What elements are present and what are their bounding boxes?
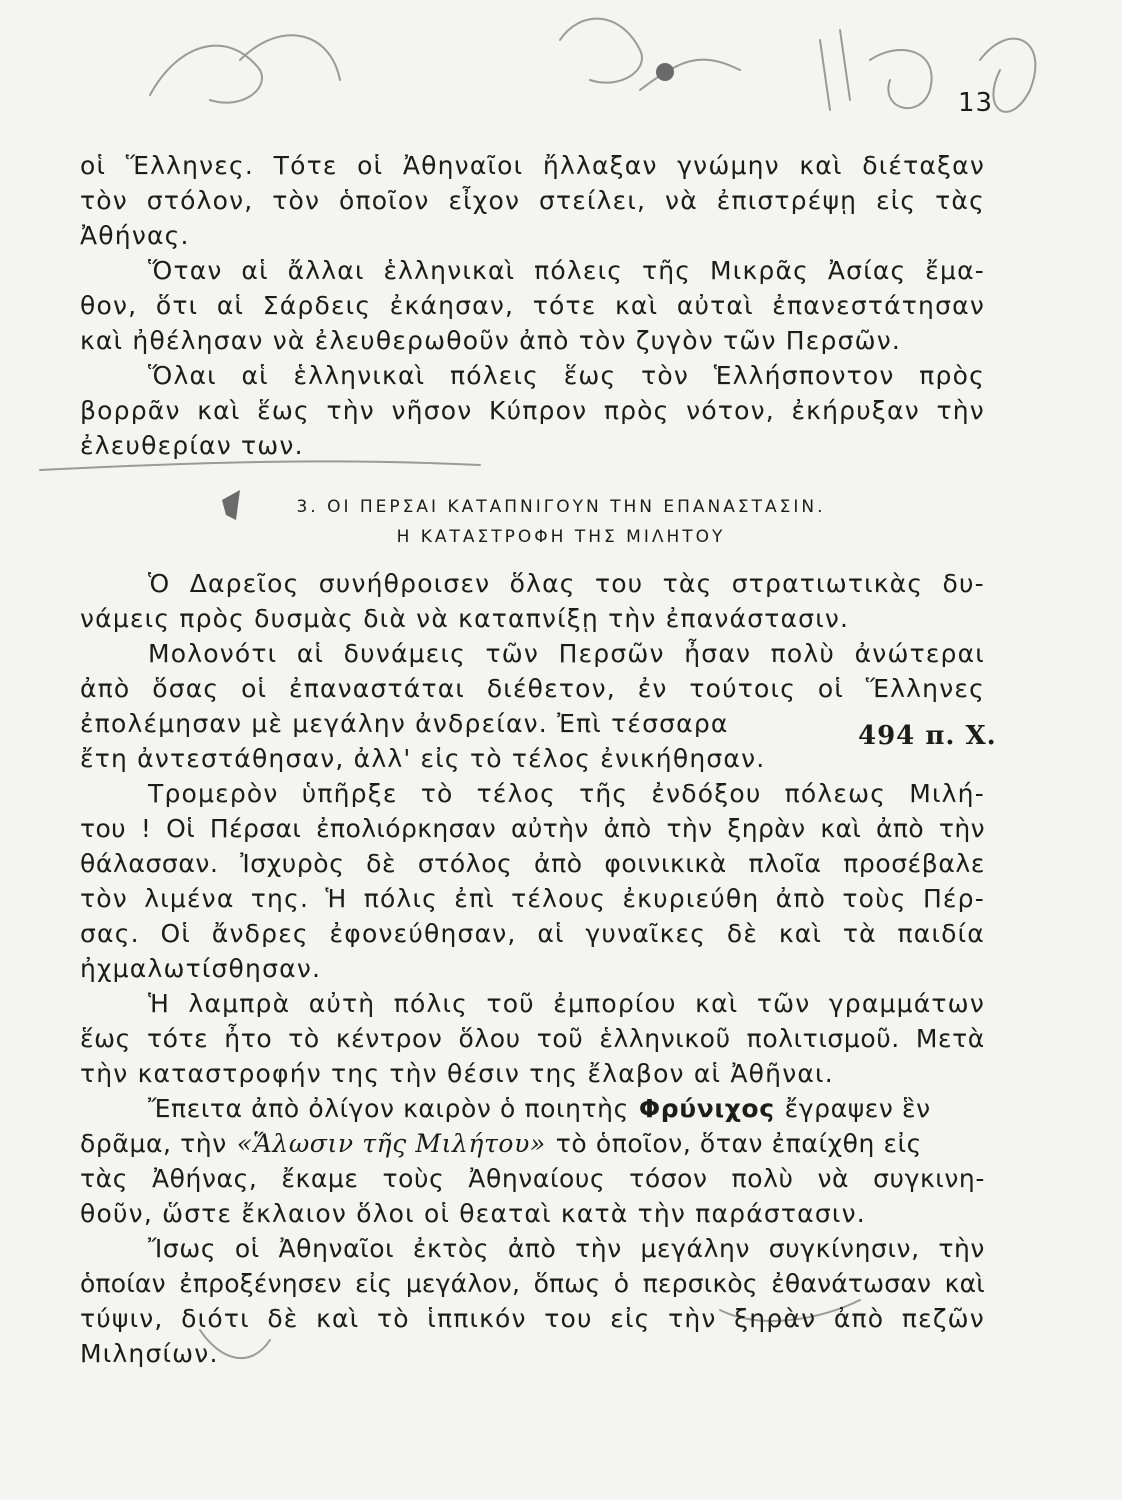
text-line: [80, 1021, 985, 1056]
word: ἑλληνικαὶ: [383, 256, 516, 285]
word: εἰς: [876, 186, 917, 215]
word: τὸ: [420, 779, 454, 808]
word: νὰ: [665, 186, 698, 215]
word: σας.: [80, 919, 140, 948]
word: καὶ: [799, 151, 843, 180]
text-fragment: Ἔπειτα ἀπὸ ὀλίγον καιρὸν ὁ ποιητὴς: [148, 1094, 629, 1123]
text-line: ἐλευθερίαν των.: [80, 431, 304, 460]
word: Ἡ: [148, 989, 171, 1018]
word: ἐκήρυξαν: [791, 396, 920, 425]
text-line: [80, 288, 985, 323]
word: διότι: [181, 1304, 250, 1333]
word: Περσῶν: [558, 639, 665, 668]
word: ἀνώτεραι: [854, 639, 985, 668]
text-line: θοῦν, ὥστε ἔκλαιον ὅλοι οἱ θεαταὶ κατὰ τὴν παράστασιν.: [80, 1199, 866, 1228]
word: μεγάλην: [640, 1234, 751, 1263]
word: Μολονότι: [148, 639, 278, 668]
word: πρὸς: [919, 361, 985, 390]
word: πλοῖα: [748, 849, 822, 878]
word: αὐταὶ: [676, 291, 754, 320]
word: τῶν: [485, 639, 540, 668]
word: δυ-: [942, 569, 985, 598]
word: τούτοις: [689, 674, 797, 703]
word: ἀπὸ: [775, 884, 827, 913]
word: τῆς: [579, 779, 629, 808]
word: Πέρσαι: [209, 814, 302, 843]
word: τὴν: [938, 1234, 985, 1263]
scribble-mark: [870, 50, 932, 108]
word: Σάρδεις: [262, 291, 372, 320]
word: τοὺς: [382, 1164, 445, 1193]
text-line: [80, 776, 985, 811]
margin-date-note: 494 π. Χ.: [858, 721, 997, 751]
word: ὁποίαν: [80, 1269, 166, 1298]
word: θάλασσαν.: [80, 849, 219, 878]
text-line: ἠχμαλωτίσθησαν.: [80, 954, 322, 983]
word: Ἀθήνας,: [151, 1164, 258, 1193]
text-line: [80, 183, 985, 218]
word: στόλον,: [146, 186, 254, 215]
word: καὶ: [778, 919, 823, 948]
word: καὶ: [695, 989, 739, 1018]
word: ἀπὸ: [876, 814, 925, 843]
word: τὴν: [575, 1234, 622, 1263]
word: αὐτὴν: [510, 814, 589, 843]
word: στρατιωτικὰς: [731, 569, 924, 598]
text-line: [80, 1091, 985, 1126]
text-line: νάμεις πρὸς δυσμὰς διὰ νὰ καταπνίξῃ τὴν ἐπανάστασιν.: [80, 604, 850, 633]
word: φοινικικὰ: [604, 849, 727, 878]
poet-name: Φρύνιχος: [638, 1094, 775, 1123]
section-heading: 3. ΟΙ ΠΕΡΣΑΙ ΚΑΤΑΠΝΙΓΟΥΝ ΤΗΝ ΕΠΑΝΑΣΤΑΣΙΝ.: [296, 497, 826, 517]
word: οἱ: [357, 151, 384, 180]
word: !: [140, 814, 152, 843]
word: ἐπολιόρκησαν: [316, 814, 497, 843]
word: ἄνδρες: [211, 919, 309, 948]
word: ἐνδόξου: [651, 779, 762, 808]
word: ὅτι: [155, 291, 199, 320]
text-line: ἐπολέμησαν μὲ μεγάλην ἀνδρείαν. Ἐπὶ τέσσαρα: [80, 709, 729, 738]
section-1-text: [80, 148, 985, 463]
word: ξηρὰν: [727, 814, 806, 843]
word: εἰς: [355, 1269, 393, 1298]
word: τοῦ: [486, 989, 535, 1018]
word: ἕως: [257, 396, 310, 425]
word: Πέρ-: [922, 884, 985, 913]
word: τοῦ: [536, 1024, 584, 1053]
word: τὴν: [936, 396, 985, 425]
text-fragment: τὸ ὁποῖον, ὅταν ἐπαίχθη εἰς: [555, 1129, 922, 1158]
word: πόλεως: [784, 779, 887, 808]
page-number: 13: [958, 88, 994, 118]
scribble-mark: [240, 35, 340, 80]
text-line: τὴν καταστροφήν της τὴν θέσιν της ἔλαβον αἱ Ἀθῆναι.: [80, 1059, 834, 1088]
word: συγκινη-: [873, 1164, 985, 1193]
word: διέταξαν: [862, 151, 985, 180]
word: ἐκάησαν,: [389, 291, 515, 320]
word: καὶ: [316, 1304, 360, 1333]
word: Ἀθηναίους: [468, 1164, 606, 1193]
word: ἕως: [80, 1024, 131, 1053]
word: νῆσον: [391, 396, 473, 425]
text-line: [80, 881, 985, 916]
word: πολιτισμοῦ.: [746, 1024, 900, 1053]
word: πολὺ: [770, 639, 836, 668]
text-line: καὶ ἠθέλησαν νὰ ἐλευθερωθοῦν ἀπὸ τὸν ζυγὸν τῶν Περσῶν.: [80, 326, 902, 355]
word: λιμένα: [144, 884, 235, 913]
word: τὴν: [326, 396, 375, 425]
word: αἱ: [537, 919, 565, 948]
text-line: [80, 1126, 985, 1161]
word: δὲ: [267, 1304, 299, 1333]
word: Κύπρον: [489, 396, 588, 425]
word: αὐτὴ: [308, 989, 376, 1018]
word: πεζῶν: [901, 1304, 985, 1333]
text-line: [80, 1231, 985, 1266]
text-line: [80, 1301, 985, 1336]
word: ἑλληνικαὶ: [293, 361, 426, 390]
word: ἐπὶ: [454, 884, 495, 913]
word: μεγάλον,: [405, 1269, 521, 1298]
word: συνήθροισεν: [318, 569, 491, 598]
word: Ἀθηναῖοι: [278, 1234, 395, 1263]
word: οἱ: [234, 1234, 260, 1263]
word: ἕως: [563, 361, 617, 390]
word: καὶ: [197, 396, 241, 425]
word: αἱ: [296, 639, 325, 668]
word: εἰς: [610, 1304, 651, 1333]
word: τέλους: [511, 884, 607, 913]
text-line: [80, 1266, 985, 1301]
word: τὴν: [666, 814, 713, 843]
word: τῆς: [642, 256, 692, 285]
word: Ἕλληνες: [865, 674, 985, 703]
word: ἀπὸ: [507, 1234, 557, 1263]
text-line: [80, 393, 985, 428]
word: συγκίνησιν,: [768, 1234, 920, 1263]
word: ὑπῆρξε: [301, 779, 398, 808]
word: της.: [250, 884, 310, 913]
word: ὅπως: [533, 1269, 601, 1298]
word: ἦσαν: [684, 639, 752, 668]
word: του: [544, 1304, 593, 1333]
word: ἐκυριεύθη: [622, 884, 760, 913]
text-line: ἔτη ἀντεστάθησαν, ἀλλ' εἰς τὸ τέλος ἐνικήθησαν.: [80, 744, 766, 773]
word: ἐθανάτωσαν: [771, 1269, 932, 1298]
word: τότε: [532, 291, 597, 320]
text-line: [80, 811, 985, 846]
word: κέντρον: [335, 1024, 443, 1053]
text-line: [80, 1161, 985, 1196]
word: τὴν: [668, 1304, 717, 1333]
scribble-mark: [150, 46, 262, 103]
word: Ἑλλήσποντον: [713, 361, 895, 390]
word: Ἴσως: [148, 1234, 217, 1263]
word: Τρομερὸν: [148, 779, 279, 808]
text-line: [80, 986, 985, 1021]
word: νότον,: [686, 396, 775, 425]
word: τὸν: [272, 186, 321, 215]
word: νὰ: [817, 1164, 850, 1193]
word: Μικρᾶς: [710, 256, 810, 285]
word: δὲ: [726, 919, 759, 948]
word: ἦτο: [224, 1024, 273, 1053]
word: Μετὰ: [915, 1024, 985, 1053]
word: βορρᾶν: [80, 396, 181, 425]
word: παιδία: [897, 919, 985, 948]
word: στόλος: [417, 849, 513, 878]
word: ὅσας: [152, 674, 220, 703]
text-fragment: δρᾶμα, τὴν: [80, 1129, 227, 1158]
word: τὸν: [80, 186, 128, 215]
word: Μιλή-: [909, 779, 985, 808]
word: ἀπὸ: [833, 1304, 885, 1333]
text-line: [80, 916, 985, 951]
word: τὰς: [935, 186, 985, 215]
word: Οἱ: [160, 919, 192, 948]
text-line: [80, 253, 985, 288]
text-line: Μιλησίων.: [80, 1339, 219, 1368]
word: τὸ: [288, 1024, 320, 1053]
word: ἑλληνικοῦ: [599, 1024, 731, 1053]
word: τὰ: [842, 919, 877, 948]
word: περσικὸς: [642, 1269, 758, 1298]
word: ἱππικόν: [427, 1304, 527, 1333]
word: ἐμπορίου: [553, 989, 677, 1018]
word: Ὅταν: [148, 256, 223, 285]
word: οἱ: [241, 674, 268, 703]
text-line: [80, 566, 985, 601]
scribble-mark: [820, 30, 850, 110]
word: τῶν: [756, 989, 811, 1018]
word: ἀπὸ: [80, 674, 131, 703]
word: ὁποῖον: [339, 186, 430, 215]
word: Ἀθηναῖοι: [402, 151, 524, 180]
word: τὰς: [80, 1164, 129, 1193]
word: πόλεις: [450, 361, 540, 390]
word: του: [80, 814, 127, 843]
word: αἱ: [216, 291, 245, 320]
word: τὴν: [938, 814, 985, 843]
word: ἐν: [637, 674, 668, 703]
word: ἄλλαι: [287, 256, 365, 285]
section-subheading: Η ΚΑΤΑΣΤΡΟΦΗ ΤΗΣ ΜΙΛΗΤΟΥ: [396, 527, 726, 547]
word: αἱ: [241, 361, 269, 390]
word: τόσον: [629, 1164, 708, 1193]
word: πρὸς: [603, 396, 670, 425]
word: τότε: [146, 1024, 209, 1053]
word: Ἰσχυρὸς: [240, 849, 345, 878]
word: οἱ: [80, 151, 107, 180]
word: δυνάμεις: [343, 639, 467, 668]
word: προσέβαλε: [843, 849, 985, 878]
word: διέθετον,: [486, 674, 616, 703]
word: Ὅλαι: [148, 361, 217, 390]
text-line: Ἀθήνας.: [80, 221, 190, 250]
word: γνώμην: [677, 151, 780, 180]
word: Ἡ: [325, 884, 348, 913]
word: ὁ: [613, 1269, 630, 1298]
text-fragment: ἔγραψεν ἓν: [784, 1094, 931, 1123]
word: πόλεις: [534, 256, 624, 285]
word: τοὺς: [842, 884, 907, 913]
word: καὶ: [944, 1269, 985, 1298]
word: ἤλλαξαν: [542, 151, 658, 180]
word: Ἕλληνες.: [125, 151, 255, 180]
word: ἐφονεύθησαν,: [329, 919, 517, 948]
word: ἐπροξένησεν: [179, 1269, 342, 1298]
word: θον,: [80, 291, 138, 320]
word: Δαρεῖος: [189, 569, 300, 598]
word: ἔκαμε: [281, 1164, 359, 1193]
word: καὶ: [820, 814, 862, 843]
word: Τότε: [273, 151, 338, 180]
word: πόλις: [393, 989, 469, 1018]
scribble-mark: [560, 19, 642, 83]
word: τὸν: [80, 884, 128, 913]
word: ἐπιστρέψῃ: [716, 186, 858, 215]
text-line: [80, 358, 985, 393]
word: ἀπὸ: [534, 849, 583, 878]
drama-title: «Ἅλωσιν τῆς Μιλήτου»: [236, 1129, 546, 1158]
word: τύψιν,: [80, 1304, 164, 1333]
word: τὸν: [641, 361, 690, 390]
word: αἱ: [241, 256, 269, 285]
word: ἐκτὸς: [412, 1234, 490, 1263]
word: Ἀσίας: [827, 256, 907, 285]
word: του: [594, 569, 644, 598]
word: ἔμα-: [925, 256, 985, 285]
text-line: [80, 636, 985, 671]
text-line: [80, 671, 985, 706]
word: ξηρὰν: [734, 1304, 817, 1333]
word: οἱ: [817, 674, 844, 703]
word: γραμμάτων: [828, 989, 985, 1018]
word: ὅλας: [509, 569, 576, 598]
text-line: [80, 846, 985, 881]
word: στείλει,: [538, 186, 647, 215]
word: λαμπρὰ: [188, 989, 291, 1018]
word: ἐπαναστάται: [288, 674, 466, 703]
word: πόλις: [363, 884, 439, 913]
word: ὅλου: [458, 1024, 521, 1053]
word: πολὺ: [731, 1164, 794, 1193]
word: ἐπανεστάτησαν: [772, 291, 985, 320]
word: δὲ: [366, 849, 397, 878]
word: ἀπὸ: [603, 814, 652, 843]
word: Οἱ: [166, 814, 196, 843]
word: τέλος: [476, 779, 556, 808]
section-2-text: [80, 566, 985, 1371]
scribble-mark: [640, 60, 740, 90]
word: τὰς: [662, 569, 713, 598]
word: τὸ: [376, 1304, 410, 1333]
word: γυναῖκες: [585, 919, 707, 948]
word: εἶχον: [448, 186, 521, 215]
word: καὶ: [614, 291, 659, 320]
ink-blot: [656, 63, 674, 81]
text-line: [80, 148, 985, 183]
word: Ὁ: [148, 569, 171, 598]
